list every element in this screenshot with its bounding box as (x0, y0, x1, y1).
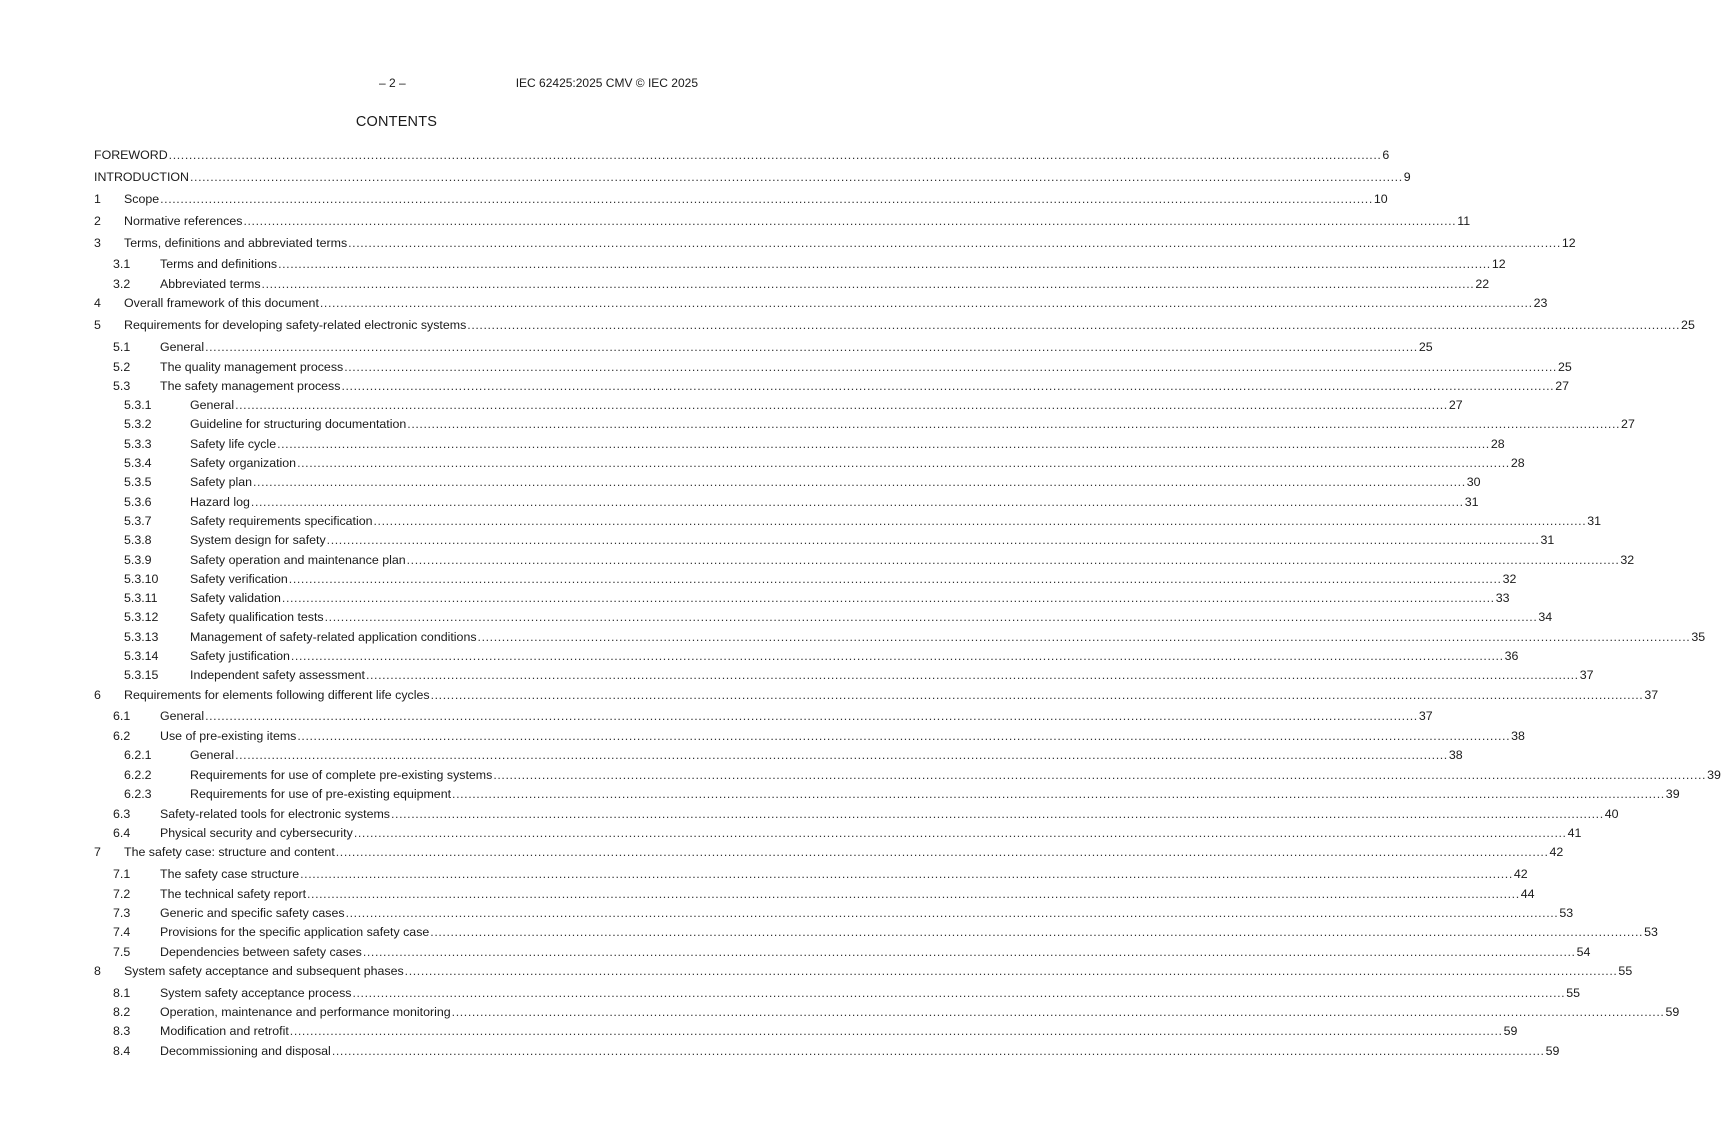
toc-entry-number: 5.3.11 (124, 591, 158, 605)
toc-entry-page: 28 (1510, 456, 1525, 470)
toc-entry[interactable] (0, 924, 1658, 940)
toc-entry[interactable] (0, 513, 1602, 529)
toc-entry-number: 5.3.4 (124, 456, 152, 470)
toc-entry-page: 31 (1464, 495, 1479, 509)
toc-leader-dots: ............................................................................................................................................................................................................................................................................................................ (326, 533, 1540, 547)
toc-leader-dots: ............................................................................................................................................................................................................................................................................................................ (243, 214, 1457, 228)
toc-entry-page: 12 (1491, 257, 1506, 271)
toc-leader-dots: ............................................................................................................................................................................................................................................................................................................ (205, 709, 1418, 723)
toc-leader-dots: ............................................................................................................................................................................................................................................................................................................ (451, 1005, 1665, 1019)
toc-entry[interactable] (0, 1004, 1680, 1020)
toc-entry-number: 3.1 (113, 257, 131, 271)
toc-entry-title: Use of pre-existing items (160, 729, 297, 743)
toc-entry[interactable] (0, 317, 1695, 333)
toc-entry-page: 53 (1559, 906, 1574, 920)
toc-entry[interactable] (0, 532, 1555, 548)
toc-entry-number: 7.1 (113, 867, 131, 881)
toc-entry[interactable] (0, 886, 1535, 902)
toc-entry-number: 5.2 (113, 360, 131, 374)
toc-leader-dots: ............................................................................................................................................................................................................................................................................................................ (335, 845, 1549, 859)
toc-entry[interactable] (0, 256, 1506, 272)
toc-entry-number: 5.3.8 (124, 533, 152, 547)
toc-entry-page: 36 (1504, 649, 1519, 663)
toc-entry-number: 6.4 (113, 826, 131, 840)
toc-entry-title: Modification and retrofit (160, 1024, 289, 1038)
toc-entry-number: 7.3 (113, 906, 131, 920)
toc-entry[interactable] (0, 667, 1594, 683)
toc-entry[interactable] (0, 648, 1519, 664)
toc-entry[interactable] (0, 708, 1433, 724)
toc-entry[interactable] (0, 1023, 1518, 1039)
toc-entry[interactable] (0, 552, 1635, 568)
toc-entry-page: 37 (1418, 709, 1433, 723)
toc-leader-dots: ............................................................................................................................................................................................................................................................................................................ (341, 379, 1555, 393)
document-reference: IEC 62425:2025 CMV © IEC 2025 (515, 76, 698, 90)
toc-leader-dots: ............................................................................................................................................................................................................................................................................................................ (297, 729, 1511, 743)
toc-leader-dots: ............................................................................................................................................................................................................................................................................................................ (235, 398, 1448, 412)
toc-entry-title: Hazard log (190, 495, 250, 509)
toc-entry-number: 7.5 (113, 945, 131, 959)
toc-entry-number: 5 (94, 318, 101, 332)
toc-entry-title: Overall framework of this document (124, 296, 319, 310)
toc-entry-page: 27 (1448, 398, 1463, 412)
toc-entry-title: General (190, 398, 235, 412)
toc-entry-title: Requirements for use of pre-existing equipment (190, 787, 452, 801)
toc-leader-dots: ............................................................................................................................................................................................................................................................................................................ (235, 748, 1448, 762)
toc-entry-number: 8.2 (113, 1005, 131, 1019)
toc-leader-dots: ............................................................................................................................................................................................................................................................................................................ (452, 787, 1665, 801)
toc-leader-dots: ............................................................................................................................................................................................................................................................................................................ (307, 887, 1520, 901)
toc-leader-dots: ............................................................................................................................................................................................................................................................................................................ (391, 807, 1604, 821)
toc-leader-dots: ............................................................................................................................................................................................................................................................................................................ (250, 495, 1464, 509)
toc-entry-page: 11 (1457, 214, 1471, 228)
toc-leader-dots: ............................................................................................................................................................................................................................................................................................................ (168, 148, 1382, 162)
toc-entry-title: Safety plan (190, 475, 252, 489)
toc-entry-page: 25 (1557, 360, 1572, 374)
toc-entry[interactable] (0, 963, 1633, 979)
toc-leader-dots: ............................................................................................................................................................................................................................................................................................................ (289, 1024, 1503, 1038)
toc-entry-number: 3 (94, 236, 101, 250)
toc-entry-title: Dependencies between safety cases (160, 945, 362, 959)
toc-entry-title: Normative references (124, 214, 243, 228)
toc-entry[interactable] (0, 295, 1548, 311)
toc-entry-title: The safety case: structure and content (124, 845, 335, 859)
toc-leader-dots: ............................................................................................................................................................................................................................................................................................................ (160, 192, 1373, 206)
toc-entry-number: 5.3.10 (124, 572, 159, 586)
toc-entry[interactable] (0, 825, 1582, 841)
toc-entry-title: System safety acceptance process (160, 986, 352, 1000)
toc-entry-title: Requirements for developing safety-related electronic systems (124, 318, 467, 332)
toc-entry-number: 5.3.13 (124, 630, 159, 644)
toc-entry-page: 55 (1618, 964, 1633, 978)
toc-entry[interactable] (0, 609, 1553, 625)
toc-entry[interactable] (0, 213, 1471, 229)
toc-entry-page: 39 (1707, 768, 1721, 782)
toc-leader-dots: ............................................................................................................................................................................................................................................................................................................ (261, 277, 1475, 291)
toc-entry-number: 8.4 (113, 1044, 131, 1058)
toc-entry[interactable] (0, 747, 1463, 763)
toc-entry[interactable] (0, 844, 1564, 860)
toc-leader-dots: ............................................................................................................................................................................................................................................................................................................ (467, 318, 1681, 332)
toc-entry-page: 59 (1545, 1044, 1560, 1058)
toc-entry-page: 59 (1503, 1024, 1518, 1038)
toc-entry-title: General (190, 748, 235, 762)
toc-entry-page: 42 (1549, 845, 1564, 859)
toc-entry-page: 41 (1567, 826, 1582, 840)
toc-entry[interactable] (0, 169, 1411, 185)
toc-entry[interactable] (0, 339, 1433, 355)
toc-entry-title: The quality management process (160, 360, 344, 374)
toc-leader-dots: ............................................................................................................................................................................................................................................................................................................ (404, 964, 1618, 978)
toc-entry-number: 7.2 (113, 887, 131, 901)
toc-entry-title: Management of safety-related application conditions (190, 630, 477, 644)
toc-leader-dots: ............................................................................................................................................................................................................................................................................................................ (352, 986, 1566, 1000)
toc-entry-number: 7.4 (113, 925, 131, 939)
toc-entry-number: 6.2.1 (124, 748, 152, 762)
toc-entry-number: 8.3 (113, 1024, 131, 1038)
toc-leader-dots: ............................................................................................................................................................................................................................................................................................................ (278, 257, 1491, 271)
toc-entry-page: 27 (1555, 379, 1570, 393)
toc-entry-page: 28 (1490, 437, 1505, 451)
toc-entry-number: 5.1 (113, 340, 131, 354)
toc-leader-dots: ............................................................................................................................................................................................................................................................................................................ (373, 514, 1587, 528)
toc-entry[interactable] (0, 985, 1581, 1001)
toc-leader-dots: ............................................................................................................................................................................................................................................................................................................ (290, 649, 1504, 663)
toc-entry-title: Decommissioning and disposal (160, 1044, 331, 1058)
toc-entry-page: 6 (1382, 148, 1390, 162)
toc-entry-title: Safety life cycle (190, 437, 277, 451)
toc-entry-number: 6.2.3 (124, 787, 152, 801)
toc-entry-page: 23 (1533, 296, 1548, 310)
toc-entry-page: 27 (1621, 417, 1635, 431)
toc-entry[interactable] (0, 276, 1490, 292)
toc-entry[interactable] (0, 866, 1528, 882)
toc-leader-dots: ............................................................................................................................................................................................................................................................................................................ (253, 475, 1466, 489)
toc-entry-title: General (160, 340, 205, 354)
toc-entry[interactable] (0, 416, 1635, 432)
toc-leader-dots: ............................................................................................................................................................................................................................................................................................................ (297, 456, 1510, 470)
toc-leader-dots: ............................................................................................................................................................................................................................................................................................................ (407, 417, 1621, 431)
toc-entry-title: Guideline for structuring documentation (190, 417, 407, 431)
toc-entry-number: 6 (94, 688, 101, 702)
toc-entry[interactable] (0, 571, 1517, 587)
toc-entry[interactable] (0, 905, 1574, 921)
toc-entry-title: Generic and specific safety cases (160, 906, 345, 920)
toc-entry-number: 5.3.9 (124, 553, 152, 567)
toc-entry[interactable] (0, 786, 1680, 802)
toc-entry-number: 8 (94, 964, 101, 978)
toc-entry-title: General (160, 709, 205, 723)
toc-entry-number: 3.2 (113, 277, 131, 291)
toc-leader-dots: ............................................................................................................................................................................................................................................................................................................ (345, 906, 1559, 920)
toc-entry-title: Terms and definitions (160, 257, 278, 271)
toc-entry-title: Safety validation (190, 591, 281, 605)
toc-entry-page: 33 (1495, 591, 1510, 605)
toc-leader-dots: ............................................................................................................................................................................................................................................................................................................ (406, 553, 1620, 567)
toc-entry-title: System safety acceptance and subsequent phases (124, 964, 404, 978)
toc-entry-page: 22 (1475, 277, 1490, 291)
toc-entry-title: Safety requirements specification (190, 514, 373, 528)
toc-entry-title: Safety-related tools for electronic systems (160, 807, 391, 821)
page-number: – 2 – (379, 76, 406, 90)
toc-entry-number: 6.2.2 (124, 768, 152, 782)
toc-entry-page: 53 (1644, 925, 1658, 939)
toc-entry-title: Operation, maintenance and performance monitoring (160, 1005, 451, 1019)
toc-entry-page: 54 (1576, 945, 1591, 959)
toc-leader-dots: ............................................................................................................................................................................................................................................................................................................ (324, 610, 1538, 624)
toc-leader-dots: ............................................................................................................................................................................................................................................................................................................ (190, 170, 1403, 184)
toc-entry-page: 31 (1540, 533, 1555, 547)
toc-entry[interactable] (0, 436, 1505, 452)
toc-entry-page: 37 (1644, 688, 1659, 702)
toc-entry[interactable] (0, 629, 1706, 645)
toc-entry-title: Requirements for elements following different life cycles (124, 688, 430, 702)
toc-entry-number: 6.2 (113, 729, 131, 743)
toc-entry-number: 5.3.6 (124, 495, 152, 509)
page-header (0, 76, 793, 92)
toc-entry-title: Provisions for the specific application safety case (160, 925, 430, 939)
toc-entry[interactable] (0, 191, 1388, 207)
toc-entry-page: 37 (1579, 668, 1594, 682)
toc-entry-title: FOREWORD (94, 148, 168, 162)
toc-entry-page: 40 (1604, 807, 1619, 821)
toc-entry-page: 31 (1587, 514, 1602, 528)
toc-entry-number: 5.3.5 (124, 475, 152, 489)
toc-entry[interactable] (0, 687, 1659, 703)
toc-entry-title: The technical safety report (160, 887, 307, 901)
toc-entry-number: 5.3.2 (124, 417, 152, 431)
toc-leader-dots: ............................................................................................................................................................................................................................................................................................................ (348, 236, 1561, 250)
toc-leader-dots: ............................................................................................................................................................................................................................................................................................................ (331, 1044, 1545, 1058)
toc-entry-title: Safety qualification tests (190, 610, 324, 624)
toc-entry[interactable] (0, 944, 1591, 960)
toc-entry-page: 38 (1511, 729, 1525, 743)
toc-leader-dots: ............................................................................................................................................................................................................................................................................................................ (288, 572, 1502, 586)
toc-leader-dots: ............................................................................................................................................................................................................................................................................................................ (300, 867, 1513, 881)
toc-leader-dots: ............................................................................................................................................................................................................................................................................................................ (477, 630, 1691, 644)
toc-entry-number: 5.3.14 (124, 649, 159, 663)
toc-leader-dots: ............................................................................................................................................................................................................................................................................................................ (205, 340, 1418, 354)
toc-entry-page: 25 (1681, 318, 1695, 332)
toc-entry-number: 5.3.3 (124, 437, 152, 451)
toc-entry-page: 25 (1418, 340, 1433, 354)
toc-entry-page: 59 (1665, 1005, 1680, 1019)
toc-entry-page: 9 (1403, 170, 1411, 184)
toc-entry[interactable] (0, 767, 1721, 783)
toc-entry-number: 2 (94, 214, 101, 228)
toc-leader-dots: ............................................................................................................................................................................................................................................................................................................ (277, 437, 1490, 451)
toc-entry-page: 32 (1502, 572, 1517, 586)
toc-entry-title: Abbreviated terms (160, 277, 261, 291)
toc-entry-number: 7 (94, 845, 101, 859)
toc-entry-page: 32 (1620, 553, 1635, 567)
toc-leader-dots: ............................................................................................................................................................................................................................................................................................................ (493, 768, 1707, 782)
toc-entry[interactable] (0, 235, 1576, 251)
toc-entry-page: 42 (1513, 867, 1528, 881)
toc-leader-dots: ............................................................................................................................................................................................................................................................................................................ (344, 360, 1557, 374)
toc-entry[interactable] (0, 806, 1619, 822)
toc-entry-page: 34 (1538, 610, 1553, 624)
toc-entry-page: 12 (1561, 236, 1576, 250)
toc-leader-dots: ............................................................................................................................................................................................................................................................................................................ (353, 826, 1567, 840)
toc-leader-dots: ............................................................................................................................................................................................................................................................................................................ (430, 925, 1644, 939)
toc-entry[interactable] (0, 474, 1481, 490)
toc-leader-dots: ............................................................................................................................................................................................................................................................................................................ (319, 296, 1533, 310)
toc-entry-number: 5.3.7 (124, 514, 152, 528)
page-title: CONTENTS (355, 114, 438, 130)
toc-entry[interactable] (0, 728, 1525, 744)
toc-entry[interactable] (0, 147, 1390, 163)
toc-entry-title: Independent safety assessment (190, 668, 365, 682)
toc-leader-dots: ............................................................................................................................................................................................................................................................................................................ (362, 945, 1576, 959)
toc-entry-number: 5.3.15 (124, 668, 159, 682)
toc-entry-title: Safety justification (190, 649, 290, 663)
toc-leader-dots: ............................................................................................................................................................................................................................................................................................................ (365, 668, 1579, 682)
toc-entry[interactable] (0, 590, 1510, 606)
toc-entry-number: 6.1 (113, 709, 131, 723)
toc-entry-page: 44 (1520, 887, 1535, 901)
toc-entry-title: The safety management process (160, 379, 341, 393)
toc-entry-page: 10 (1373, 192, 1388, 206)
toc-entry-title: Scope (124, 192, 160, 206)
toc-entry-number: 5.3.12 (124, 610, 159, 624)
toc-entry-number: 1 (94, 192, 101, 206)
toc-entry-number: 4 (94, 296, 101, 310)
toc-entry-page: 30 (1466, 475, 1481, 489)
toc-entry[interactable] (0, 359, 1572, 375)
toc-entry[interactable] (0, 378, 1570, 394)
toc-entry-title: The safety case structure (160, 867, 300, 881)
toc-entry-title: Safety operation and maintenance plan (190, 553, 406, 567)
toc-entry-title: Safety verification (190, 572, 288, 586)
toc-entry-number: 5.3 (113, 379, 131, 393)
toc-entry-title: INTRODUCTION (94, 170, 189, 184)
toc-leader-dots: ............................................................................................................................................................................................................................................................................................................ (281, 591, 1495, 605)
toc-entry-number: 6.3 (113, 807, 131, 821)
toc-entry-number: 5.3.1 (124, 398, 152, 412)
toc-entry-title: Requirements for use of complete pre-existing systems (190, 768, 493, 782)
toc-entry-page: 38 (1448, 748, 1463, 762)
toc-entry-title: Terms, definitions and abbreviated terms (124, 236, 348, 250)
toc-entry[interactable] (0, 455, 1525, 471)
toc-entry-title: System design for safety (190, 533, 326, 547)
toc-entry-page: 55 (1566, 986, 1581, 1000)
toc-leader-dots: ............................................................................................................................................................................................................................................................................................................ (430, 688, 1644, 702)
toc-entry[interactable] (0, 397, 1463, 413)
toc-entry[interactable] (0, 1043, 1560, 1059)
toc-entry-number: 8.1 (113, 986, 131, 1000)
toc-entry[interactable] (0, 494, 1479, 510)
toc-entry-page: 39 (1665, 787, 1680, 801)
toc-entry-page: 35 (1691, 630, 1706, 644)
toc-entry-title: Physical security and cybersecurity (160, 826, 353, 840)
toc-entry-title: Safety organization (190, 456, 297, 470)
